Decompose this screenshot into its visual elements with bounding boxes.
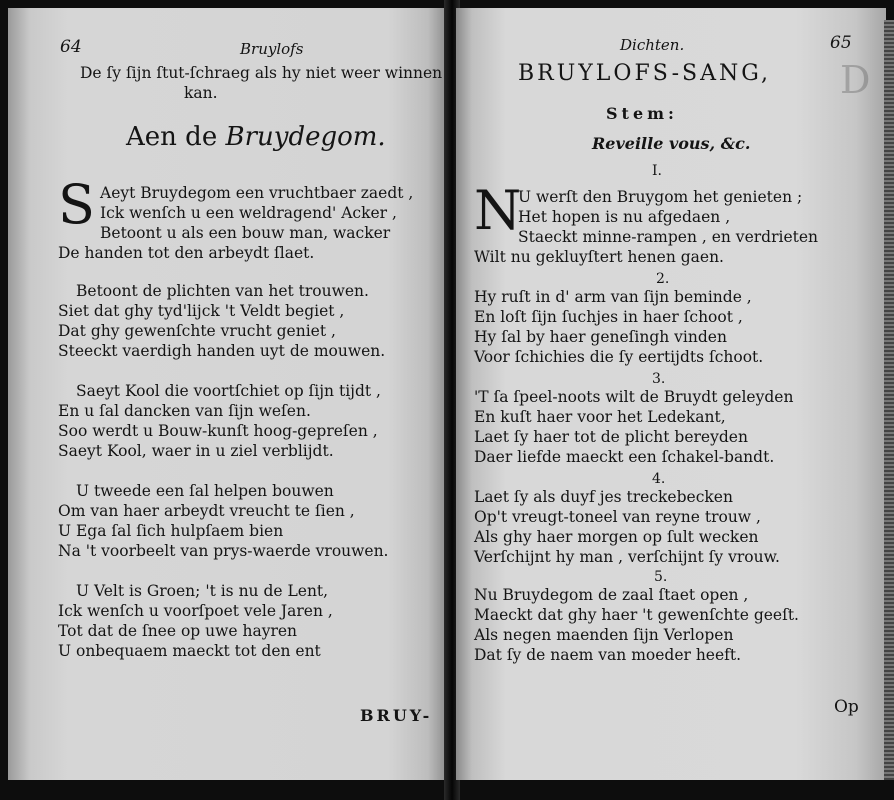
left-poem-title (126, 122, 386, 152)
bleed-through-mark: D (840, 58, 871, 102)
verse4-line-3: Als ghy haer morgen op ſult wecken (474, 528, 759, 546)
right-running-header: Dichten. (620, 36, 685, 54)
stanza3-line-4: Saeyt Kool, waer in u ziel verblijdt. (58, 442, 334, 460)
page-edge-stack (884, 20, 894, 780)
verse1-line-3: Staeckt minne-rampen , en verdrieten (518, 228, 818, 246)
stanza2-line-1: Betoont de plichten van het trouwen. (76, 282, 369, 300)
title-italic: Bruydegom. (225, 122, 386, 152)
verse1-line-2: Het hopen is nu afgedaen , (518, 208, 731, 226)
verse5-line-2: Maeckt dat ghy haer 't gewenſchte geeſt. (474, 606, 799, 624)
verse-number-3: 3. (652, 371, 666, 387)
stanza4-line-3: U Ega ſal ſich hulpſaem bien (58, 522, 284, 540)
stanza2-line-4: Steeckt vaerdigh handen uyt de mouwen. (58, 342, 386, 360)
tune-label: Reveille vous, &c. (592, 134, 751, 153)
verse2-line-4: Voor ſchichies die ſy eertijdts ſchoot. (474, 348, 764, 366)
right-page-number: 65 (830, 33, 852, 53)
verse3-line-2: En kuſt haer voor het Ledekant, (474, 408, 726, 426)
stanza4-line-4: Na 't voorbeelt van prys-waerde vrouwen. (58, 542, 389, 560)
right-catchword: Op (834, 697, 859, 717)
intro-line-1: De ſy ſijn ſtut-ſchraeg als hy niet weer winnen (80, 64, 443, 82)
verse4-line-1: Laet ſy als duyf jes treckebecken (474, 488, 733, 506)
stem-label: Stem: (606, 104, 678, 123)
stanza3-line-2: En u ſal dancken van ſijn weſen. (58, 402, 311, 420)
verse1-line-1: U werſt den Bruygom het genieten ; (518, 188, 803, 206)
dropcap-s: S (58, 173, 95, 236)
stanza5-line-3: Tot dat de ſnee op uwe hayren (58, 622, 298, 640)
stanza1-line-4: De handen tot den arbeydt ſlaet. (58, 244, 315, 262)
stanza2-line-3: Dat ghy gewenſchte vrucht geniet , (58, 322, 336, 340)
stanza1-line-3: Betoont u als een bouw man, wacker (100, 224, 391, 242)
verse3-line-1: 'T ſa ſpeel-noots wilt de Bruydt geleyden (474, 388, 794, 406)
right-poem-title: BRUYLOFS-SANG, (518, 61, 772, 86)
left-catchword: BRUY- (360, 706, 433, 725)
verse1-line-4: Wilt nu gekluyſtert henen gaen. (474, 248, 724, 266)
stanza3-line-1: Saeyt Kool die voortſchiet op ſijn tijdt , (76, 382, 381, 400)
verse2-line-1: Hy ruſt in d' arm van ſijn beminde , (474, 288, 752, 306)
verse4-line-2: Op't vreugt-toneel van reyne trouw , (474, 508, 761, 526)
left-page-number: 64 (60, 37, 82, 57)
verse5-line-3: Als negen maenden ſijn Verlopen (474, 626, 734, 644)
dropcap-n: N (474, 179, 522, 242)
verse2-line-2: En loſt ſijn ſuchjes in haer ſchoot , (474, 308, 743, 326)
verse-number-5: 5. (654, 569, 668, 585)
stanza4-line-1: U tweede een ſal helpen bouwen (76, 482, 334, 500)
verse4-line-4: Verſchijnt hy man , verſchijnt ſy vrouw. (474, 548, 780, 566)
right-page (456, 8, 886, 780)
intro-line-2: kan. (184, 84, 218, 102)
verse2-line-3: Hy ſal by haer geneſingh vinden (474, 328, 727, 346)
stanza1-line-2: Ick wenſch u een weldragend' Acker , (100, 204, 397, 222)
stanza5-line-1: U Velt is Groen; 't is nu de Lent, (76, 582, 329, 600)
left-running-header: Bruylofs (240, 40, 304, 58)
stanza1-line-1: Aeyt Bruydegom een vruchtbaer zaedt , (100, 184, 414, 202)
stanza5-line-4: U onbequaem maeckt tot den ent (58, 642, 321, 660)
verse5-line-1: Nu Bruydegom de zaal ſtaet open , (474, 586, 749, 604)
verse3-line-3: Laet ſy haer tot de plicht bereyden (474, 428, 748, 446)
stanza2-line-2: Siet dat ghy tyd'lijck 't Veldt begiet , (58, 302, 345, 320)
left-page (8, 8, 448, 780)
verse-number-2: 2. (656, 271, 670, 287)
title-roman: Aen de (126, 122, 226, 152)
verse-number-4: 4. (652, 471, 666, 487)
stanza5-line-2: Ick wenſch u voorſpoet vele Jaren , (58, 602, 333, 620)
stanza4-line-2: Om van haer arbeydt vreucht te ſien , (58, 502, 355, 520)
verse3-line-4: Daer liefde maeckt een ſchakel-bandt. (474, 448, 775, 466)
verse5-line-4: Dat ſy de naem van moeder heeft. (474, 646, 742, 664)
stanza3-line-3: Soo werdt u Bouw-kunſt hoog-gepreſen , (58, 422, 378, 440)
verse-number-1: I. (652, 163, 662, 179)
